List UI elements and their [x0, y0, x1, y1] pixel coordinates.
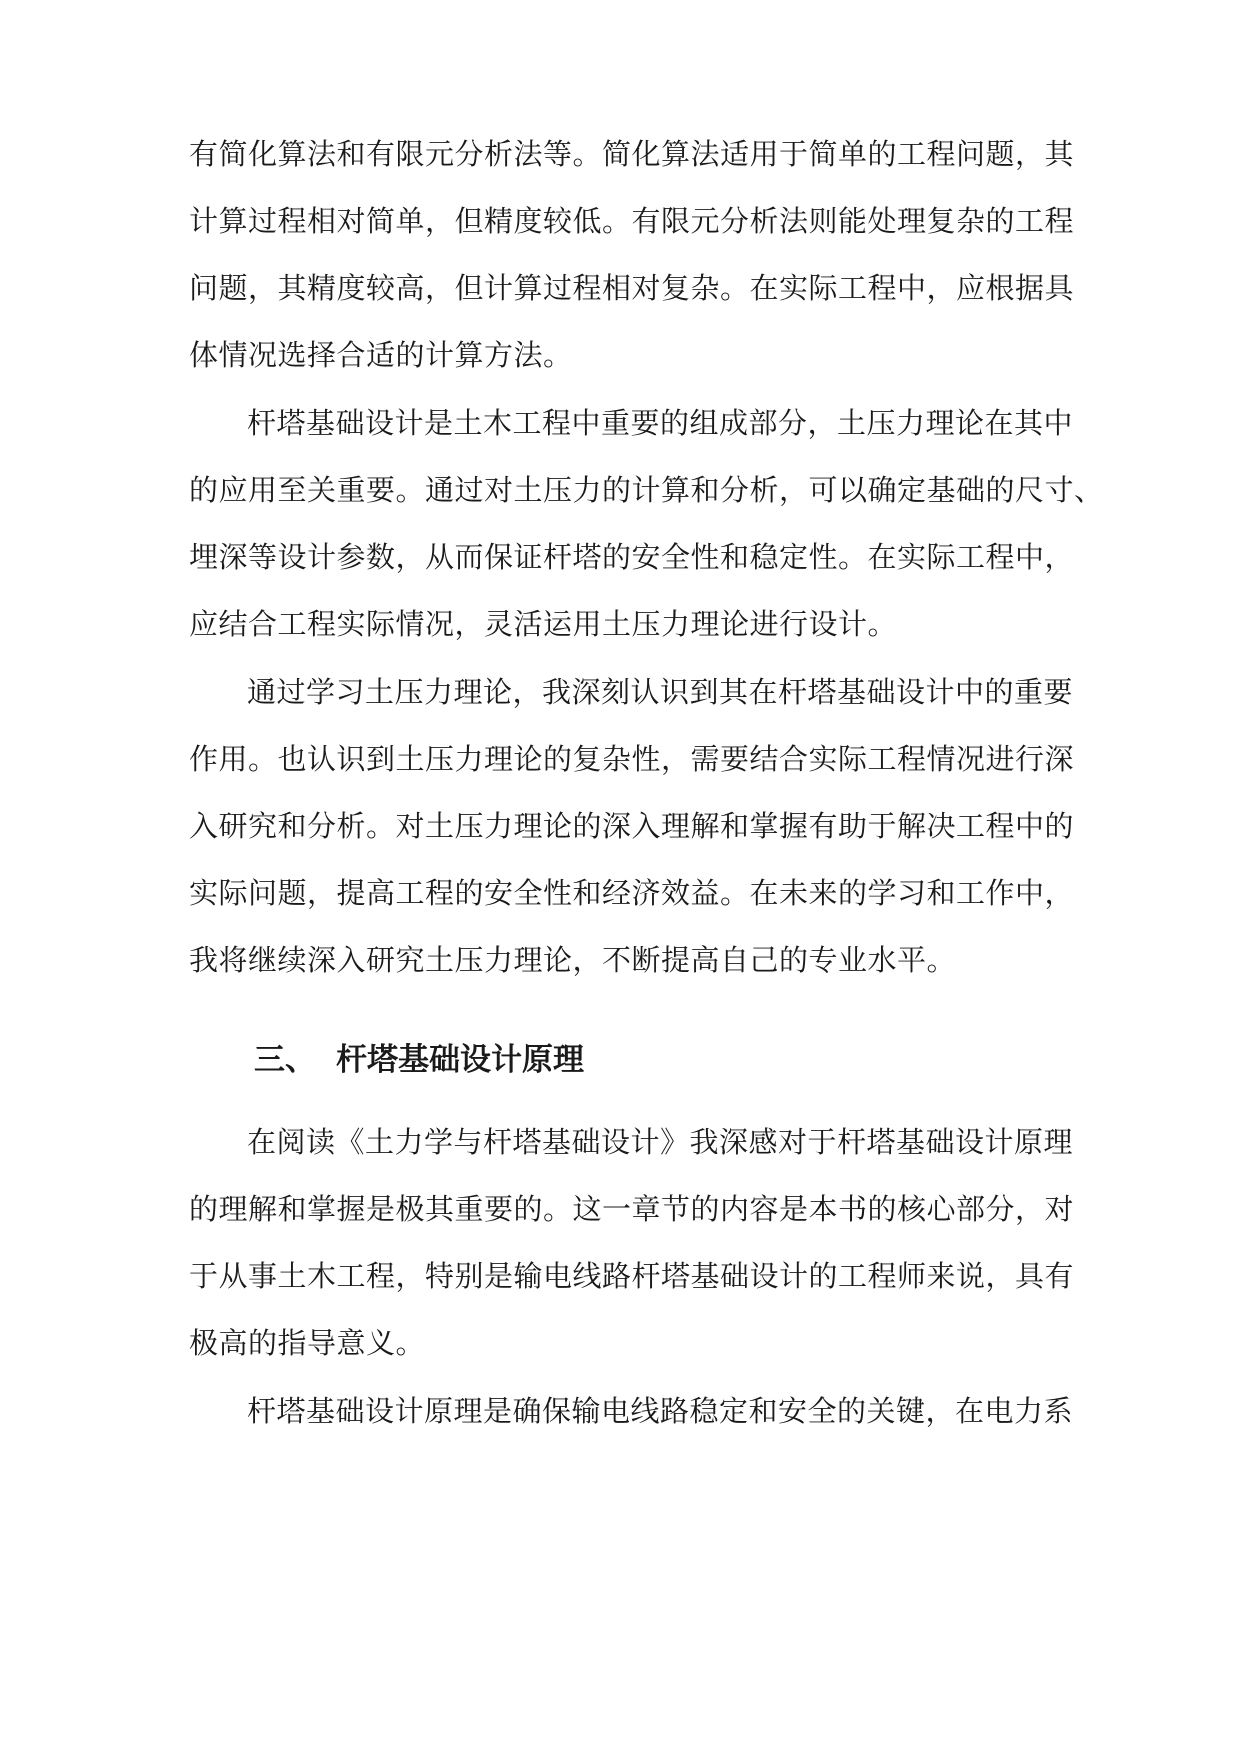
section-title: 杆塔基础设计原理 — [336, 1042, 584, 1078]
paragraph-3-line-4: 实际问题，提高工程的安全性和经济效益。在未来的学习和工作中， — [189, 876, 1075, 910]
paragraph-1-line-2: 计算过程相对简单，但精度较低。有限元分析法则能处理复杂的工程 — [189, 204, 1075, 238]
paragraph-4-line-3: 于从事土木工程，特别是输电线路杆塔基础设计的工程师来说，具有 — [189, 1259, 1075, 1293]
paragraph-3-line-1: 通过学习土压力理论，我深刻认识到其在杆塔基础设计中的重要 — [247, 675, 1074, 709]
paragraph-4-line-4: 极高的指导意义。 — [189, 1326, 426, 1360]
paragraph-1-line-3: 问题，其精度较高，但计算过程相对复杂。在实际工程中，应根据具 — [189, 271, 1075, 305]
paragraph-4-line-1: 在阅读《土力学与杆塔基础设计》我深感对于杆塔基础设计原理 — [247, 1125, 1074, 1159]
section-number: 三、 — [254, 1042, 316, 1078]
paragraph-2-line-3: 埋深等设计参数，从而保证杆塔的安全性和稳定性。在实际工程中， — [189, 540, 1075, 574]
paragraph-2-line-2: 的应用至关重要。通过对土压力的计算和分析，可以确定基础的尺寸、 — [189, 473, 1104, 507]
paragraph-4-line-2: 的理解和掌握是极其重要的。这一章节的内容是本书的核心部分，对 — [189, 1192, 1075, 1226]
paragraph-3-line-3: 入研究和分析。对土压力理论的深入理解和掌握有助于解决工程中的 — [189, 809, 1075, 843]
paragraph-1-line-4: 体情况选择合适的计算方法。 — [189, 338, 573, 372]
paragraph-2-line-1: 杆塔基础设计是土木工程中重要的组成部分，土压力理论在其中 — [247, 406, 1074, 440]
paragraph-3-line-2: 作用。也认识到土压力理论的复杂性，需要结合实际工程情况进行深 — [189, 742, 1075, 776]
section-heading — [254, 1040, 584, 1080]
paragraph-3-line-5: 我将继续深入研究土压力理论，不断提高自己的专业水平。 — [189, 943, 957, 977]
paragraph-5-line-1: 杆塔基础设计原理是确保输电线路稳定和安全的关键，在电力系 — [247, 1394, 1074, 1428]
paragraph-1-line-1: 有简化算法和有限元分析法等。简化算法适用于简单的工程问题，其 — [189, 137, 1075, 171]
paragraph-2-line-4: 应结合工程实际情况，灵活运用土压力理论进行设计。 — [189, 607, 898, 641]
